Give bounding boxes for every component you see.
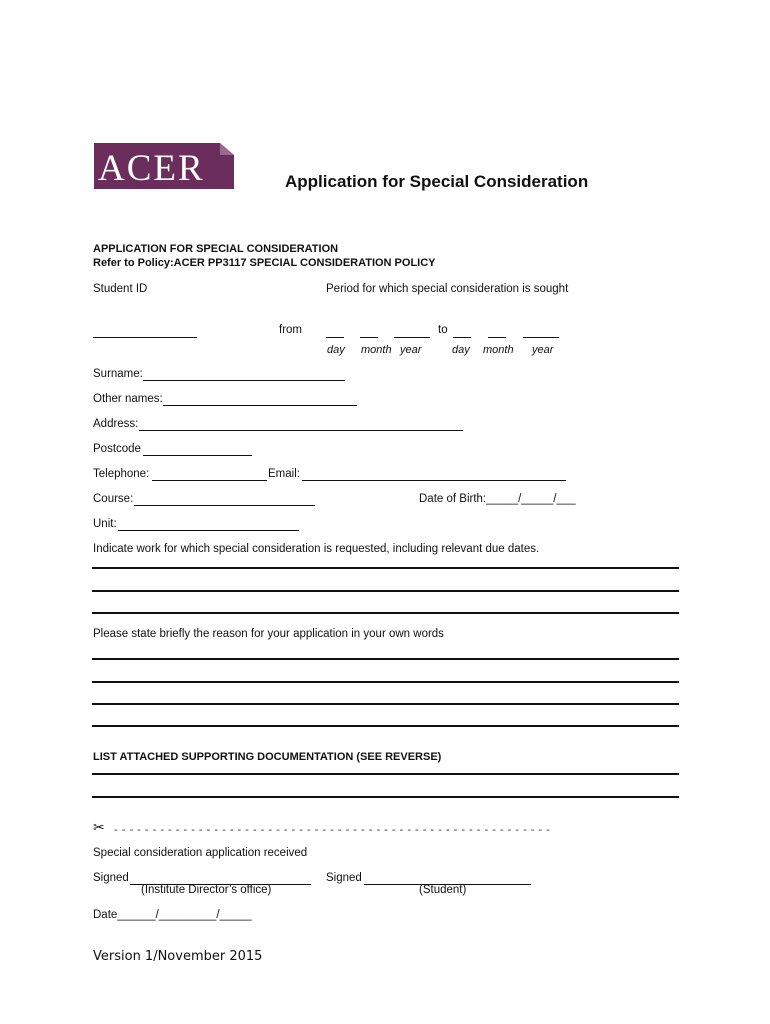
page-title: Application for Special Consideration bbox=[285, 172, 589, 191]
student-caption: (Student) bbox=[419, 884, 467, 896]
date-field[interactable]: Date______/_________/_____ bbox=[93, 909, 252, 921]
unit-field[interactable] bbox=[118, 530, 299, 531]
telephone-field[interactable] bbox=[152, 480, 267, 481]
work-line-1[interactable] bbox=[92, 567, 679, 569]
postcode-field[interactable] bbox=[143, 455, 252, 456]
supporting-line-2[interactable] bbox=[92, 796, 679, 798]
address-field[interactable] bbox=[139, 430, 463, 431]
telephone-label: Telephone: bbox=[93, 468, 150, 480]
to-day-caption: day bbox=[452, 344, 470, 356]
scissors-icon: ✂ bbox=[93, 820, 105, 836]
student-id-label: Student ID bbox=[93, 283, 148, 295]
surname-field[interactable] bbox=[143, 380, 345, 381]
surname-label: Surname: bbox=[93, 368, 143, 380]
from-year-field[interactable] bbox=[394, 337, 430, 338]
form-heading: APPLICATION FOR SPECIAL CONSIDERATION bbox=[93, 243, 339, 255]
reason-instruction: Please state briefly the reason for your application in your own words bbox=[93, 628, 444, 640]
from-month-field[interactable] bbox=[360, 337, 378, 338]
postcode-label: Postcode bbox=[93, 443, 141, 455]
from-year-caption: year bbox=[400, 344, 422, 356]
to-year-caption: year bbox=[532, 344, 554, 356]
to-day-field[interactable] bbox=[453, 337, 471, 338]
work-instruction: Indicate work for which special consideration is requested, including relevant due dates. bbox=[93, 543, 540, 555]
student-id-field[interactable] bbox=[93, 337, 197, 338]
logo-text: ACER bbox=[98, 148, 205, 189]
supporting-line-1[interactable] bbox=[92, 773, 679, 775]
email-label: Email: bbox=[268, 468, 300, 480]
unit-label: Unit: bbox=[93, 518, 117, 530]
work-line-3[interactable] bbox=[92, 612, 679, 614]
to-month-field[interactable] bbox=[488, 337, 506, 338]
supporting-docs-heading: LIST ATTACHED SUPPORTING DOCUMENTATION (SEE REVERSE) bbox=[93, 751, 442, 763]
cut-line: - - - - - - - - - - - - - - - - - - - - - - - - - - - - - - - - - - - - - - - - - - - - - - - - - - - - - - - - - bbox=[114, 824, 551, 836]
other-names-field[interactable] bbox=[163, 405, 357, 406]
course-field[interactable] bbox=[134, 505, 315, 506]
course-label: Course: bbox=[93, 493, 134, 505]
from-label: from bbox=[279, 324, 302, 336]
address-label: Address: bbox=[93, 418, 139, 430]
period-label: Period for which special consideration is sought bbox=[326, 283, 569, 295]
to-year-field[interactable] bbox=[523, 337, 559, 338]
director-signed-label: Signed bbox=[93, 872, 129, 884]
reason-line-2[interactable] bbox=[92, 681, 679, 683]
received-label: Special consideration application received bbox=[93, 847, 308, 859]
other-names-label: Other names: bbox=[93, 393, 163, 405]
from-day-caption: day bbox=[327, 344, 345, 356]
student-signed-label: Signed bbox=[326, 872, 362, 884]
acer-logo bbox=[94, 143, 234, 189]
reason-line-4[interactable] bbox=[92, 725, 679, 727]
from-month-caption: month bbox=[361, 344, 392, 356]
dob-field[interactable]: Date of Birth:_____/_____/___ bbox=[419, 493, 576, 505]
work-line-2[interactable] bbox=[92, 590, 679, 592]
policy-reference: Refer to Policy:ACER PP3117 SPECIAL CONSIDERATION POLICY bbox=[93, 257, 436, 269]
to-month-caption: month bbox=[483, 344, 514, 356]
director-caption: (Institute Director’s office) bbox=[141, 884, 272, 896]
from-day-field[interactable] bbox=[326, 337, 344, 338]
reason-line-3[interactable] bbox=[92, 703, 679, 705]
to-label: to bbox=[438, 324, 448, 336]
email-field[interactable] bbox=[302, 480, 566, 481]
reason-line-1[interactable] bbox=[92, 658, 679, 660]
version-footer: Version 1/November 2015 bbox=[93, 949, 263, 964]
